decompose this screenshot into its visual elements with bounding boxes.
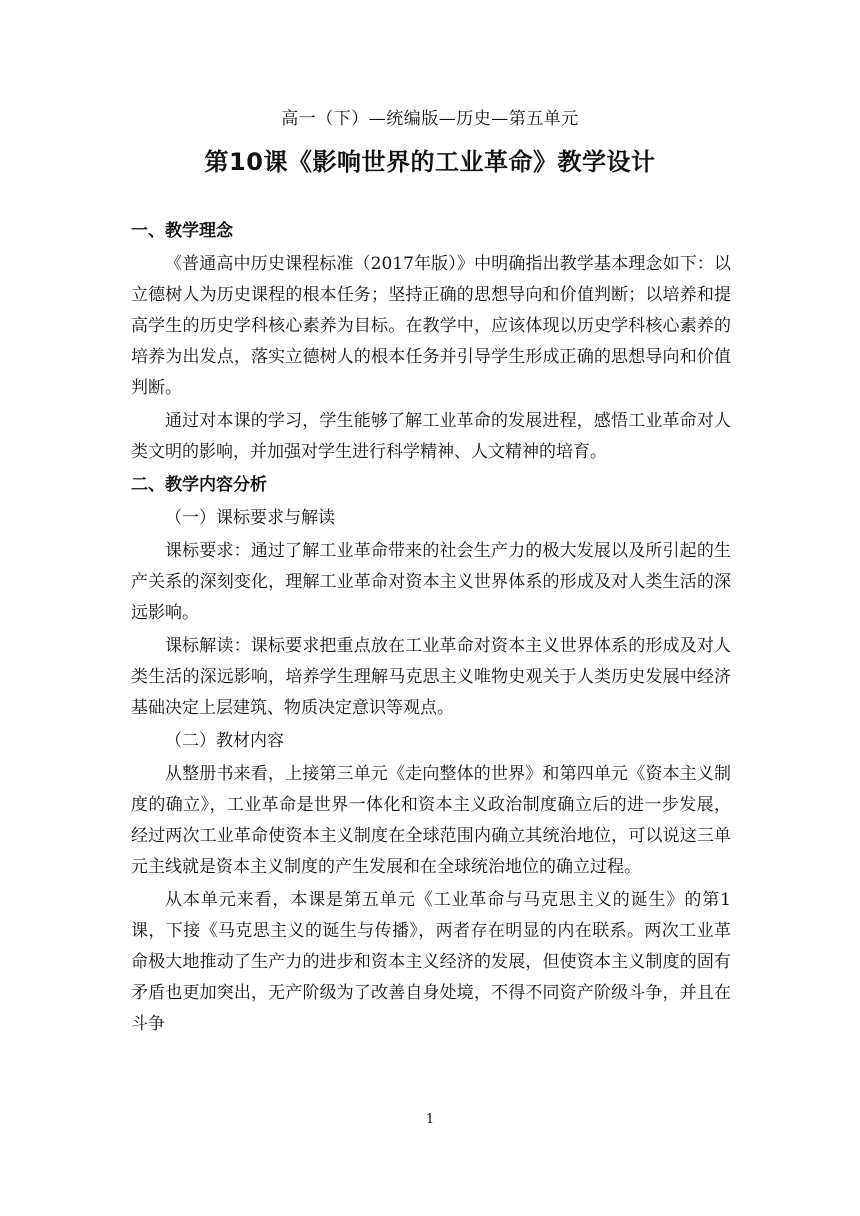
paragraph: 课标解读：课标要求把重点放在工业革命对资本主义世界体系的形成及对人类生活的深远影响，培养学生理解马克思主义唯物史观关于人类历史发展中经济基础决定上层建筑、物质决定意识等观点。 [131, 636, 731, 718]
document-body [131, 214, 731, 1040]
paragraph: 通过对本课的学习，学生能够了解工业革命的发展进程，感悟工业革命对人类文明的影响，并加强对学生进行科学精神、人文精神的培育。 [131, 411, 731, 462]
page-number: 1 [425, 1112, 435, 1127]
subsection-heading-textbook: （二）教材内容 [165, 731, 284, 751]
paragraph: 课标要求：通过了解工业革命带来的社会生产力的极大发展以及所引起的生产关系的深刻变化，理解工业革命对资本主义世界体系的形成及对人类生活的深远影响。 [131, 541, 731, 623]
document-subtitle: 高一（下）—统编版—历史—第五单元 [281, 109, 579, 129]
subsection-heading-curriculum: （一）课标要求与解读 [165, 508, 335, 528]
paragraph: 从本单元来看，本课是第五单元《工业革命与马克思主义的诞生》的第1课，下接《马克思主义的诞生与传播》，两者存在明显的内在联系。两次工业革命极大地推动了生产力的进步和资本主义经济的发展，但使资本主义制度的固有矛盾也更加突出，无产阶级为了改善自身处境，不得不同资产阶级斗争，并且在斗争 [131, 890, 731, 1034]
paragraph: 从整册书来看，上接第三单元《走向整体的世界》和第四单元《资本主义制度的确立》，工业革命是世界一体化和资本主义政治制度确立后的进一步发展，经过两次工业革命使资本主义制度在全球范围内确立其统治地位，可以说这三单元主线就是资本主义制度的产生发展和在全球统治地位的确立过程。 [131, 764, 731, 877]
section-heading-teaching-philosophy: 一、教学理念 [131, 221, 233, 241]
paragraph: 《普通高中历史课程标准（2017年版）》中明确指出教学基本理念如下：以立德树人为历史课程的根本任务；坚持正确的思想导向和价值判断；以培养和提高学生的历史学科核心素养为目标。在教学中，应该体现以历史学科核心素养的培养为出发点，落实立德树人的根本任务并引导学生形成正确的思想导向和价值判断。 [131, 254, 731, 398]
document-title: 第10课《影响世界的工业革命》教学设计 [204, 148, 656, 176]
section-heading-content-analysis: 二、教学内容分析 [131, 475, 267, 495]
